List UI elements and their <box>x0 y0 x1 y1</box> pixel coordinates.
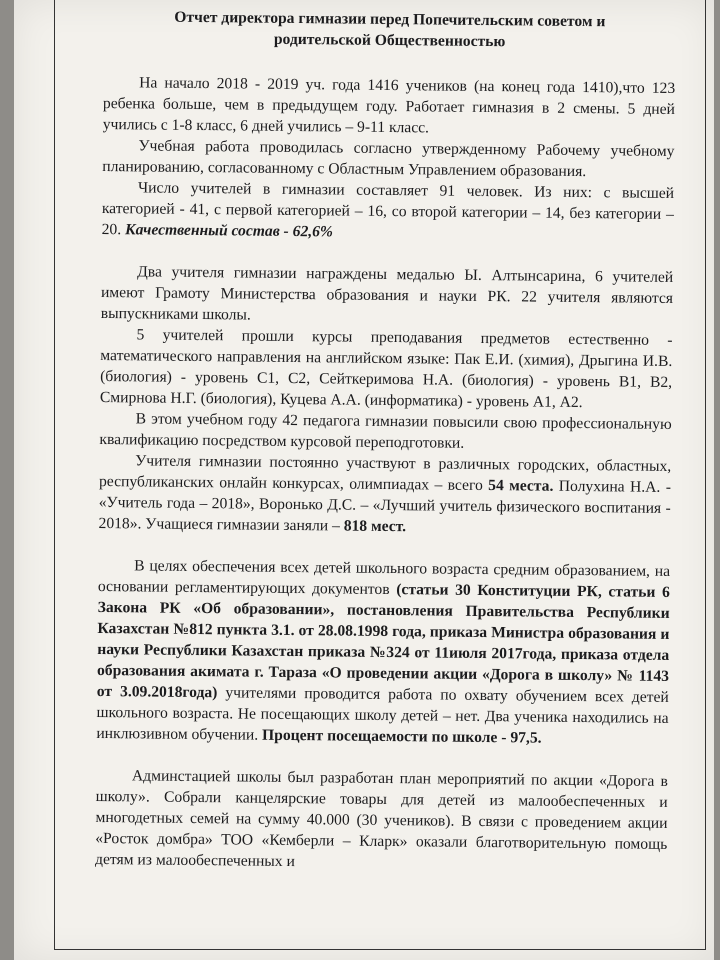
paragraph-courses: 5 учителей прошли курсы преподавания предметов естественно - математического направления на английском языке: Пак Е.И. (химия), Дрыгина И.В. (биология) - уровень С1, С2, Сейткеримова Н.А. (биология) - уровень В1, В2, Смирнова Н.Г. (биология), Куцева А.А. (информатика) - уровень А1, А2. <box>99 326 673 412</box>
coverage-intro: В целях обеспечения всех детей школьного возраста средним образованием, на основании регламентирующих документов <box>97 557 671 599</box>
paper-sheet <box>14 0 714 960</box>
paragraph-teachers <box>102 177 675 246</box>
places-count: 54 места. <box>488 477 554 495</box>
quality-composition: Качественный состав - 62,6% <box>124 221 334 241</box>
title-line-1: Отчет директора гимназии перед Попечительским советом и <box>174 8 606 31</box>
document-title <box>104 6 676 54</box>
legal-references: (статьи 30 Конституции РК, статьи 6 Закона РК «Об образовании», постановления Правительства Республики Казахстан №812 пункта 3.1. от 28.08.1998 года, приказа Министра образования и науки Республики Казахстан приказа №324 от 11июля 2017года, приказа отдела образования акимата г. Тараза «О проведении акции «Дорога в школу» № 1143 от 3.09.2018года) <box>96 581 670 702</box>
student-places: 818 мест. <box>343 517 407 536</box>
paragraph-curriculum: Учебная работа проводилась согласно утвержденному Рабочему учебному планированию, согласованному с Областным Управлением образования. <box>102 137 675 181</box>
paragraph-enrollment: На начало 2018 - 2019 уч. года 1416 учеников (на конец года 1410),что 123 ребенка больше, чем в предыдущем году. Работает гимназия в 2 смены. 5 дней учились с 1-8 класс, 6 дней учились – 9-11 класс. <box>102 74 676 137</box>
coverage-text: учителями проводится работа по охвату обучением всех детей школьного возраста. Не посещающих школу детей – нет. Два ученика находились на инклюзивном обучении. <box>96 684 669 744</box>
paragraph-road-to-school: Админстацией школы был разработан план мероприятий по акции «Дорога в школу». Собрали канцелярские товары для детей из малообеспеченных и многодетных семей на сумму 40.000 (30 учеников). В связи с проведением акции «Росток домбра» ТОО «Кемберли – Кларк» оказали благотворительную помощь детям из малообеспеченных и <box>94 767 668 871</box>
paragraph-qualification: В этом учебном году 42 педагога гимназии повысили свою профессиональную квалификацию посредством курсовой переподготовки. <box>99 410 672 452</box>
title-line-2: родительской Общественностью <box>273 30 506 51</box>
attendance-rate: Процент посещаемости по школе - 97,5. <box>262 726 542 747</box>
competitions-winners: Полухина Н.А. - «Учитель года – 2018», Воронько Д.С. – «Лучший учитель физического воспитания - 2018». Учащиеся гимназии заняли – <box>98 477 672 535</box>
paragraph-coverage <box>96 555 670 750</box>
document-body <box>95 6 676 876</box>
teachers-text: Число учителей в гимназии составляет 91 человек. Из них: с высшей категорией - 41, с первой категорией – 16, со второй категории – 14, без категории – 20. <box>101 179 675 239</box>
paragraph-awards: Два учителя гимназии награждены медалью Ы. Алтынсарина, 6 учителей имеют Грамоту Министерства образования и науки РК. 22 учителя являются выпускниками школы. <box>100 263 674 324</box>
paragraph-competitions <box>98 450 671 540</box>
competitions-text: Учителя гимназии постоянно участвуют в различных городских, областных, республиканских онлайн конкурсах, олимпиадах – всего <box>98 452 672 495</box>
